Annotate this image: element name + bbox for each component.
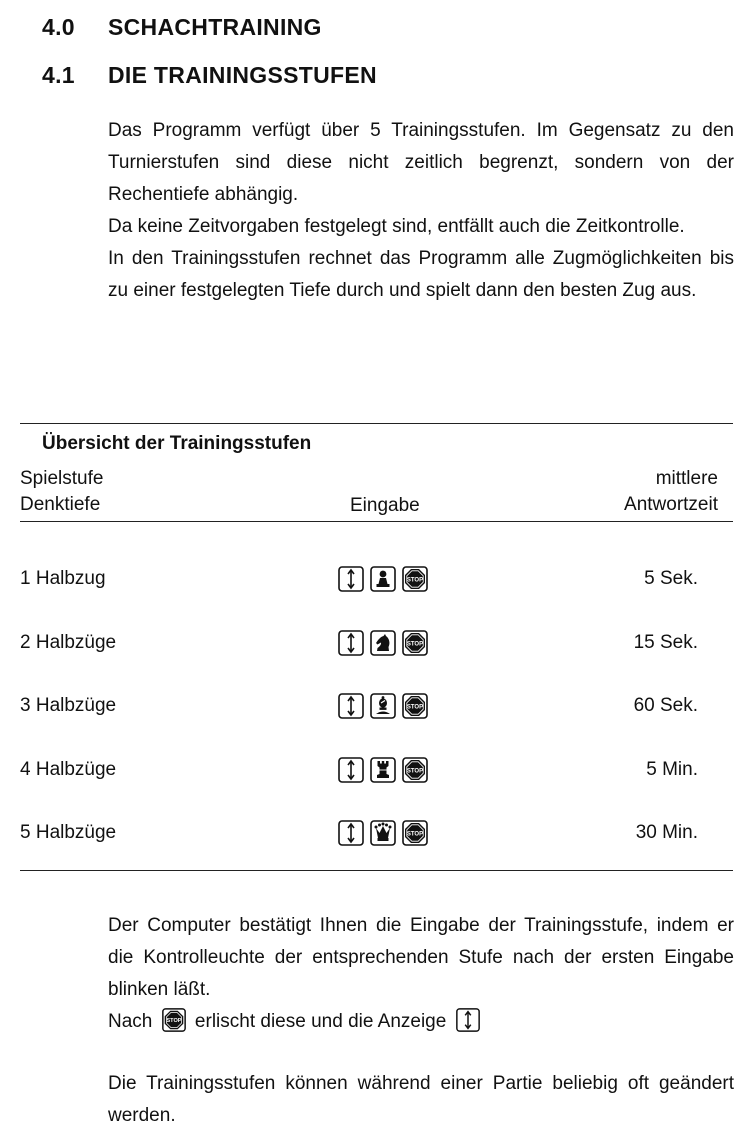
outro-line-middle: erlischt diese und die Anzeige — [194, 1011, 447, 1032]
column-header-eingabe: Eingabe — [350, 495, 420, 516]
table-row — [0, 565, 756, 599]
section-number: 4.0 — [42, 14, 75, 40]
outro-line — [108, 1006, 734, 1038]
input-key-sequence — [337, 629, 429, 657]
level-label: 2 Halbzüge — [20, 631, 117, 653]
stop-key-icon — [401, 629, 429, 657]
table-row — [0, 819, 756, 853]
queen-key-icon — [369, 819, 397, 847]
section-title: SCHACHTRAINING — [108, 14, 322, 40]
stop-key-icon — [401, 819, 429, 847]
closing-note — [108, 1068, 734, 1132]
response-time: 5 Min. — [646, 758, 698, 780]
column-header-stufe — [20, 466, 103, 518]
table-top-rule — [20, 423, 733, 424]
stop-key-icon — [401, 692, 429, 720]
response-time: 60 Sek. — [633, 695, 698, 716]
column-header-line: Denktiefe — [20, 494, 101, 515]
level-label: 5 Halbzüge — [20, 822, 117, 843]
table-header-rule — [20, 521, 733, 522]
level-label: 4 Halbzüge — [20, 758, 117, 780]
column-header-antwortzeit — [624, 466, 718, 518]
input-key-sequence — [337, 692, 429, 720]
table-row — [0, 756, 756, 790]
stop-key-icon — [401, 565, 429, 593]
outro-paragraph: Der Computer bestätigt Ihnen die Eingabe der Trainingsstufe, indem er die Kontrolleuchte der entsprechenden Stufe nach der ersten Eingabe blinken läßt. — [108, 915, 734, 1000]
intro-paragraph: Das Programm verfügt über 5 Trainingsstufen. Im Gegensatz zu den Turnierstufen sind diese nicht zeitlich begrenzt, sondern von der Rechentiefe abhängig. — [108, 120, 734, 205]
svg-text:STOP: STOP — [406, 831, 424, 838]
outro-text — [108, 910, 734, 1038]
arrow-key-icon — [337, 565, 365, 593]
section-heading-4-1 — [42, 62, 377, 89]
input-key-sequence — [337, 565, 429, 593]
closing-note-text: Die Trainingsstufen können während einer Partie beliebig oft geändert werden. — [108, 1073, 734, 1126]
pawn-key-icon — [369, 565, 397, 593]
level-label: 3 Halbzüge — [20, 695, 117, 716]
section-number: 4.1 — [42, 62, 75, 88]
table-bottom-rule — [20, 870, 733, 871]
svg-text:STOP: STOP — [406, 704, 424, 711]
column-header-line: mittlere — [655, 468, 718, 489]
column-header-line: Spielstufe — [20, 468, 104, 489]
intro-paragraph: Da keine Zeitvorgaben festgelegt sind, entfällt auch die Zeitkontrolle. — [108, 216, 685, 237]
svg-text:STOP: STOP — [406, 767, 424, 774]
arrow-key-icon — [455, 1007, 481, 1033]
column-header-line: Antwortzeit — [624, 494, 718, 515]
section-title: DIE TRAININGSSTUFEN — [108, 62, 377, 88]
input-key-sequence — [337, 756, 429, 784]
arrow-key-icon — [337, 819, 365, 847]
svg-text:STOP: STOP — [406, 640, 424, 647]
arrow-key-icon — [337, 629, 365, 657]
section-heading-4-0 — [42, 14, 322, 41]
svg-text:STOP: STOP — [166, 1018, 182, 1025]
level-label: 1 Halbzug — [20, 568, 106, 589]
response-time: 30 Min. — [635, 822, 698, 843]
outro-line-prefix: Nach — [108, 1011, 153, 1032]
table-row — [0, 692, 756, 726]
table-caption: Übersicht der Trainingsstufen — [42, 433, 312, 454]
table-row — [0, 629, 756, 663]
knight-key-icon — [369, 629, 397, 657]
arrow-key-icon — [337, 756, 365, 784]
stop-key-icon — [161, 1007, 187, 1033]
response-time: 5 Sek. — [644, 568, 698, 589]
intro-paragraph: In den Trainingsstufen rechnet das Programm alle Zugmöglichkeiten bis zu einer festgelegten Tiefe durch und spielt dann den besten Zug aus. — [108, 248, 734, 301]
stop-key-icon — [401, 756, 429, 784]
rook-key-icon — [369, 756, 397, 784]
intro-text — [108, 115, 734, 307]
svg-text:STOP: STOP — [406, 577, 424, 584]
bishop-key-icon — [369, 692, 397, 720]
arrow-key-icon — [337, 692, 365, 720]
response-time: 15 Sek. — [633, 631, 698, 653]
input-key-sequence — [337, 819, 429, 847]
